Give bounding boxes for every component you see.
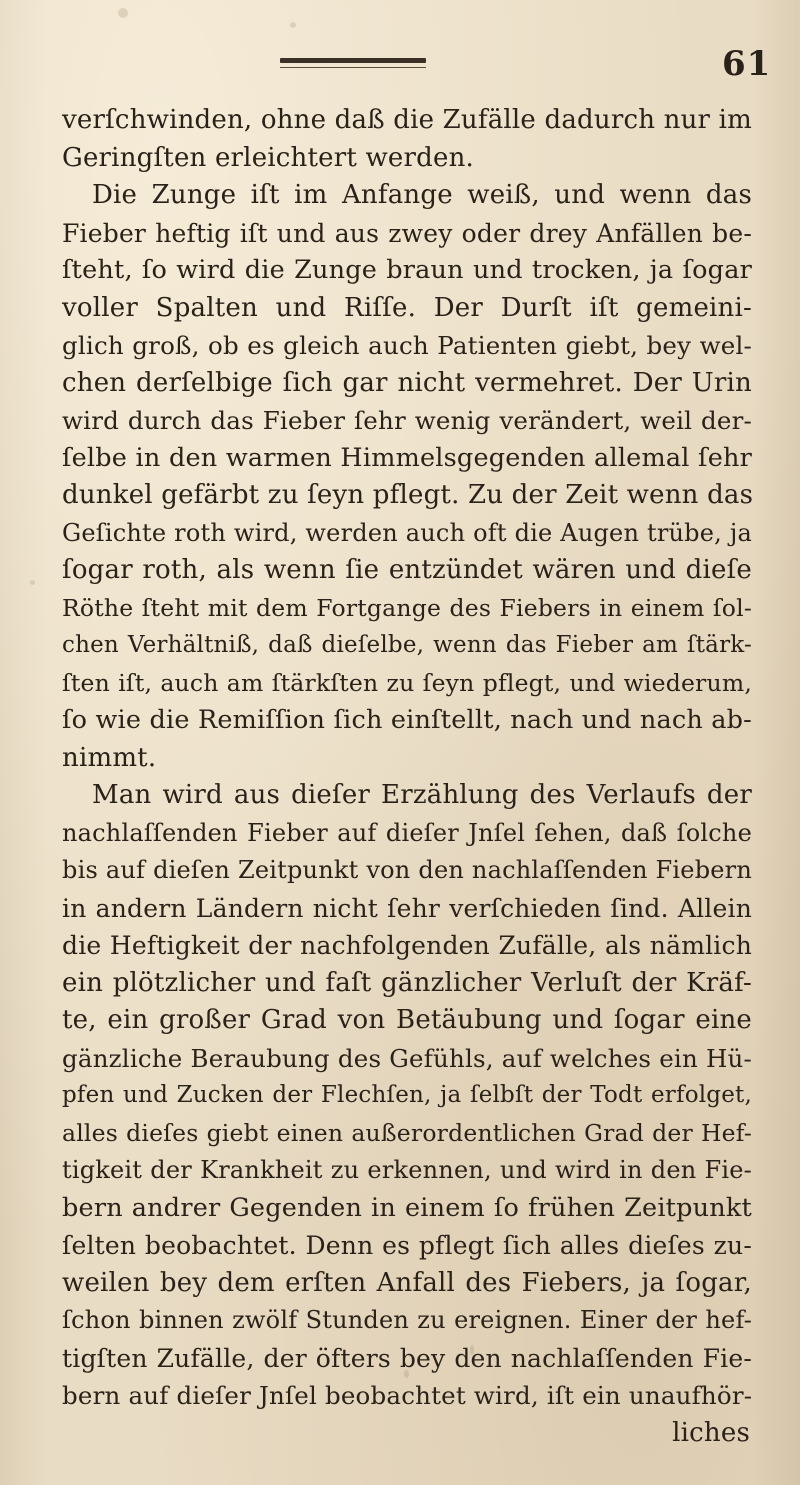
- text-line: weilen bey dem erſten Anfall des Fiebers, ja ſogar,: [62, 1267, 752, 1298]
- text-line: ſelten beobachtet. Denn es pflegt ſich alles dieſes zu-: [62, 1231, 752, 1260]
- text-line: ſteht, ſo wird die Zunge braun und trocken, ja ſogar: [62, 255, 752, 285]
- text-line: alles dieſes giebt einen außerordentlichen Grad der Hef-: [62, 1118, 752, 1147]
- text-line: Geſichte roth wird, werden auch oft die Augen trübe, ja: [62, 518, 752, 547]
- text-line: ſten iſt, auch am ſtärkſten zu ſeyn pflegt, und wiederum,: [62, 668, 752, 697]
- text-line: voller Spalten und Riſſe. Der Durſt iſt gemeini-: [62, 292, 752, 323]
- body-text: [62, 102, 752, 1452]
- text-line: bern auf dieſer Jnſel beobachtet wird, iſt ein unaufhör-: [62, 1381, 753, 1410]
- text-line: bis auf dieſen Zeitpunkt von den nachlaſſenden Fiebern: [62, 856, 752, 884]
- text-line: Geringſten erleichtert werden.: [62, 142, 474, 173]
- text-line: die Heftigkeit der nachfolgenden Zufälle, als nämlich: [62, 931, 752, 960]
- text-line: te, ein großer Grad von Betäubung und ſogar eine: [62, 1005, 752, 1035]
- text-line: nachlaſſenden Fieber auf dieſer Jnſel ſehen, daß ſolche: [62, 818, 752, 847]
- text-line: nimmt.: [62, 742, 157, 773]
- text-line: bern andrer Gegenden in einem ſo frühen Zeitpunkt: [62, 1192, 752, 1223]
- text-line: ſogar roth, als wenn ſie entzündet wären und dieſe: [62, 555, 752, 585]
- text-line: gänzliche Beraubung des Gefühls, auf welches ein Hü-: [62, 1043, 752, 1073]
- text-line: chen derſelbige ſich gar nicht vermehret. Der Urin: [62, 367, 752, 398]
- catchword: liches: [672, 1417, 750, 1448]
- text-line: glich groß, ob es gleich auch Patienten giebt, bey wel-: [62, 331, 752, 360]
- text-line: in andern Ländern nicht ſehr verſchieden ſind. Allein: [62, 893, 752, 923]
- text-line: ſchon binnen zwölf Stunden zu ereignen. Einer der hef-: [62, 1306, 752, 1334]
- header-rule: [280, 58, 426, 63]
- paper-stain: [118, 8, 128, 18]
- paper-stain: [30, 580, 35, 585]
- text-line: tigkeit der Krankheit zu erkennen, und wird in den Fie-: [62, 1156, 752, 1184]
- text-line: tigſten Zufälle, der öfters bey den nachlaſſenden Fie-: [62, 1343, 752, 1373]
- page-number: 61: [722, 44, 772, 84]
- text-line: ein plötzlicher und faſt gänzlicher Verluſt der Kräf-: [62, 967, 752, 998]
- text-line: verſchwinden, ohne daß die Zufälle dadurch nur im: [62, 105, 752, 135]
- text-line: wird durch das Fieber ſehr wenig verändert, weil der-: [62, 406, 752, 435]
- text-line: dunkel gefärbt zu ſeyn pflegt. Zu der Zeit wenn das: [62, 480, 754, 510]
- paper-stain: [290, 22, 296, 28]
- text-line: Röthe ſteht mit dem Fortgange des Fiebers in einem ſol-: [62, 593, 752, 622]
- text-line: Fieber heftig iſt und aus zwey oder drey Anfällen be-: [62, 218, 752, 248]
- text-line: pfen und Zucken der Flechſen, ja ſelbſt der Todt erfolget,: [62, 1082, 752, 1108]
- text-line: ſo wie die Remiſſion ſich einſtellt, nach und nach ab-: [62, 705, 752, 735]
- text-line: chen Verhältniß, daß dieſelbe, wenn das Fieber am ſtärk-: [62, 632, 752, 658]
- text-line: ſelbe in den warmen Himmelsgegenden allemal ſehr: [62, 442, 752, 473]
- text-line: Die Zunge iſt im Anfange weiß, und wenn das: [92, 180, 752, 210]
- text-line: Man wird aus dieſer Erzählung des Verlaufs der: [92, 780, 752, 810]
